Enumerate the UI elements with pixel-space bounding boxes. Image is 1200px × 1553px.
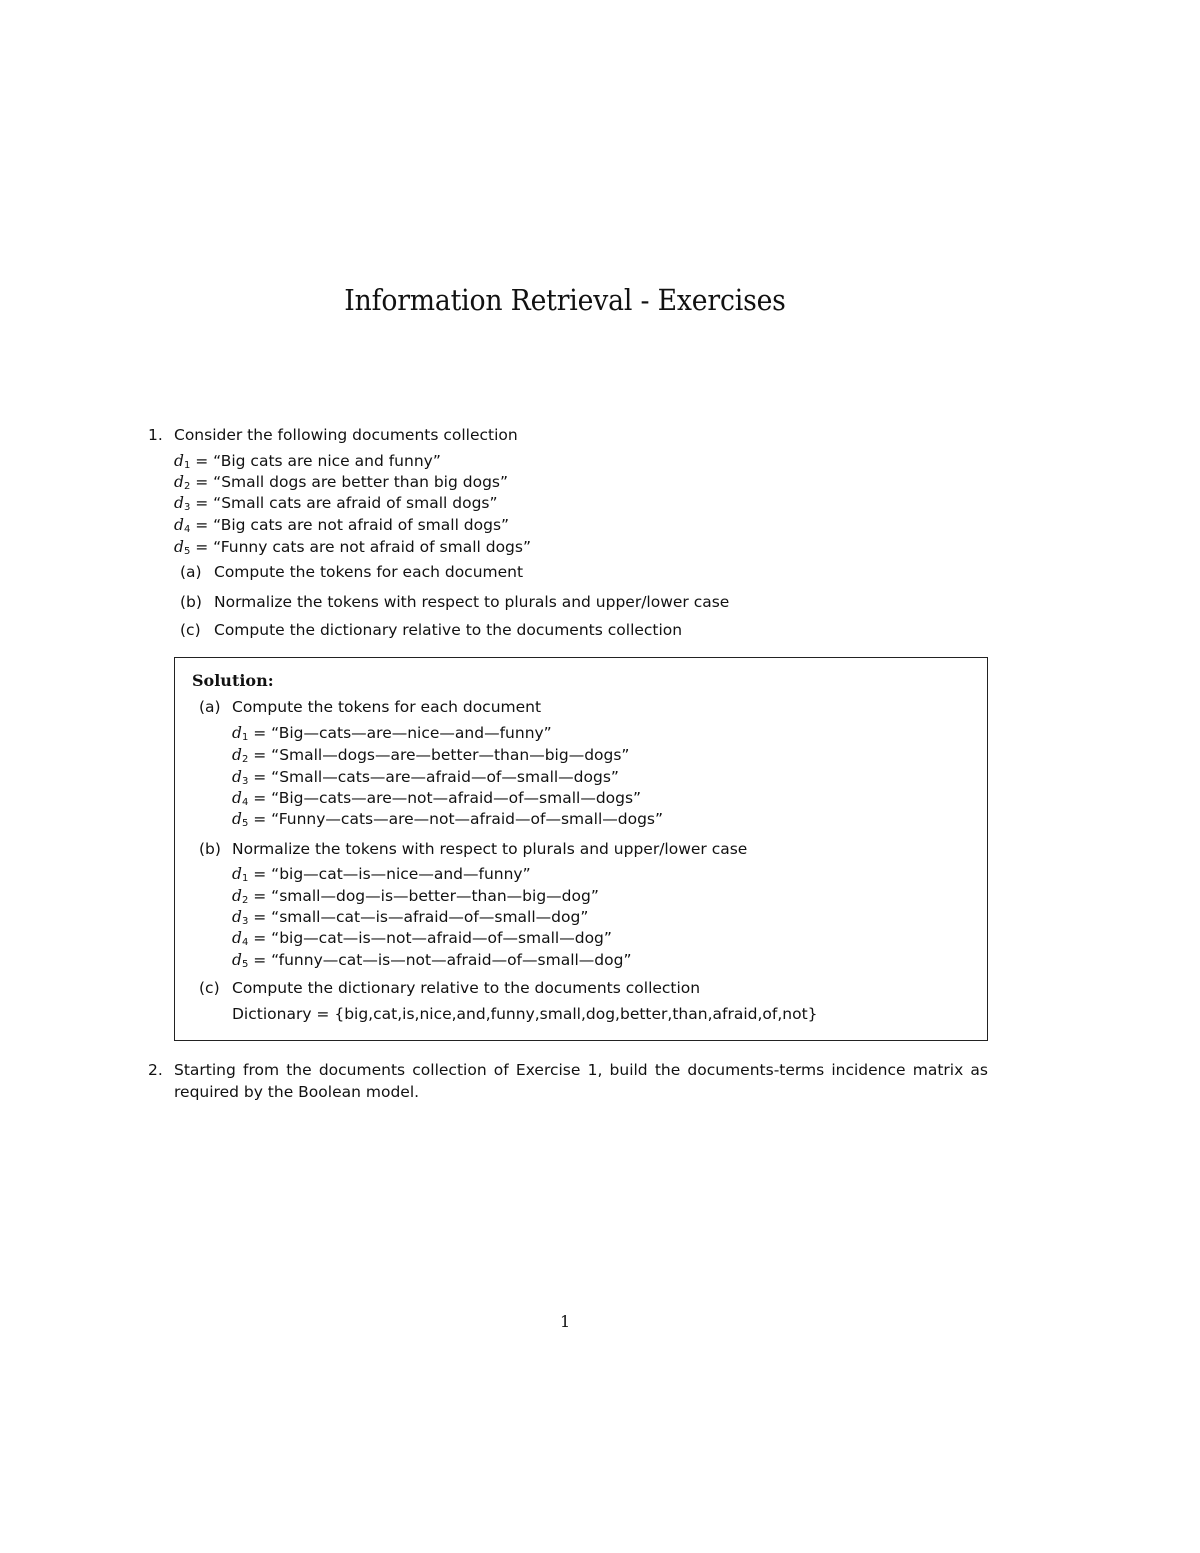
- normalized-text: = “funny—cat—is—not—afraid—of—small—dog”: [253, 951, 632, 969]
- task-text: Normalize the tokens with respect to plurals and upper/lower case: [214, 593, 730, 611]
- task-label: (a): [180, 563, 202, 581]
- normalized-line: [232, 950, 632, 970]
- token-line: [232, 723, 552, 743]
- document-var: d: [232, 929, 242, 947]
- document-sub: 4: [241, 797, 249, 808]
- document-text: = “Small cats are afraid of small dogs”: [195, 494, 498, 512]
- token-line: [232, 809, 663, 829]
- document-sub: 3: [183, 502, 191, 513]
- token-text: = “Small—cats—are—afraid—of—small—dogs”: [253, 768, 619, 786]
- document-var: d: [174, 452, 184, 470]
- document-var: d: [232, 724, 242, 742]
- document-var: d: [174, 473, 184, 491]
- task-text: Compute the dictionary relative to the documents collection: [214, 621, 683, 639]
- solution-heading: Solution:: [192, 671, 274, 690]
- document-line: [174, 537, 531, 557]
- document-line: [174, 493, 498, 513]
- exercise-intro: Consider the following documents collection: [174, 426, 518, 444]
- document-var: d: [174, 494, 184, 512]
- document-sub: 3: [241, 776, 249, 787]
- solution-part-text: Compute the dictionary relative to the documents collection: [232, 979, 701, 997]
- exercise-number: 2.: [148, 1061, 163, 1079]
- token-text: = “Funny—cats—are—not—afraid—of—small—dogs”: [253, 810, 664, 828]
- document-text: = “Funny cats are not afraid of small dogs”: [195, 538, 532, 556]
- token-line: [232, 767, 619, 787]
- normalized-line: [232, 928, 612, 948]
- document-sub: 3: [241, 916, 249, 927]
- normalized-text: = “big—cat—is—nice—and—funny”: [253, 865, 531, 883]
- normalized-text: = “big—cat—is—not—afraid—of—small—dog”: [253, 929, 612, 947]
- task-label: (c): [180, 621, 201, 639]
- task-text: Compute the tokens for each document: [214, 563, 524, 581]
- document-var: d: [232, 951, 242, 969]
- solution-part-text: Normalize the tokens with respect to plurals and upper/lower case: [232, 840, 748, 858]
- exercise-text: Starting from the documents collection of Exercise 1, build the documents-terms incidence matrix as required by the Boolean model.: [174, 1061, 988, 1101]
- document-text: = “Big cats are nice and funny”: [195, 452, 441, 470]
- dictionary-line: Dictionary = {big,cat,is,nice,and,funny,small,dog,better,than,afraid,of,not}: [232, 1005, 818, 1023]
- document-text: = “Big cats are not afraid of small dogs”: [195, 516, 510, 534]
- document-sub: 1: [183, 460, 191, 471]
- token-text: = “Small—dogs—are—better—than—big—dogs”: [253, 746, 630, 764]
- token-line: [232, 745, 629, 765]
- document-var: d: [232, 810, 242, 828]
- solution-part-label: (b): [199, 840, 221, 858]
- document-line: [174, 451, 441, 471]
- task-label: (b): [180, 593, 202, 611]
- document-sub: 1: [241, 873, 249, 884]
- token-text: = “Big—cats—are—not—afraid—of—small—dogs”: [253, 789, 642, 807]
- document-sub: 5: [241, 959, 249, 970]
- document-sub: 4: [241, 937, 249, 948]
- document-sub: 2: [241, 754, 249, 765]
- exercise-number: 1.: [148, 426, 163, 444]
- document-var: d: [232, 768, 242, 786]
- document-sub: 2: [183, 481, 191, 492]
- normalized-line: [232, 907, 588, 927]
- normalized-text: = “small—cat—is—afraid—of—small—dog”: [253, 908, 589, 926]
- document-var: d: [232, 908, 242, 926]
- normalized-line: [232, 864, 531, 884]
- token-line: [232, 788, 641, 808]
- document-sub: 5: [241, 818, 249, 829]
- solution-part-label: (a): [199, 698, 221, 716]
- document-line: [174, 515, 509, 535]
- page-number: 1: [560, 1312, 571, 1331]
- token-text: = “Big—cats—are—nice—and—funny”: [253, 724, 552, 742]
- document-sub: 2: [241, 895, 249, 906]
- normalized-text: = “small—dog—is—better—than—big—dog”: [253, 887, 599, 905]
- document-line: [174, 472, 508, 492]
- solution-part-text: Compute the tokens for each document: [232, 698, 542, 716]
- solution-part-label: (c): [199, 979, 220, 997]
- document-sub: 1: [241, 732, 249, 743]
- document-text: = “Small dogs are better than big dogs”: [195, 473, 509, 491]
- document-var: d: [232, 746, 242, 764]
- page-title: Information Retrieval - Exercises: [344, 283, 786, 317]
- document-var: d: [232, 789, 242, 807]
- normalized-line: [232, 886, 599, 906]
- document-sub: 5: [183, 546, 191, 557]
- document-var: d: [232, 865, 242, 883]
- document-var: d: [232, 887, 242, 905]
- document-var: d: [174, 538, 184, 556]
- document-sub: 4: [183, 524, 191, 535]
- document-var: d: [174, 516, 184, 534]
